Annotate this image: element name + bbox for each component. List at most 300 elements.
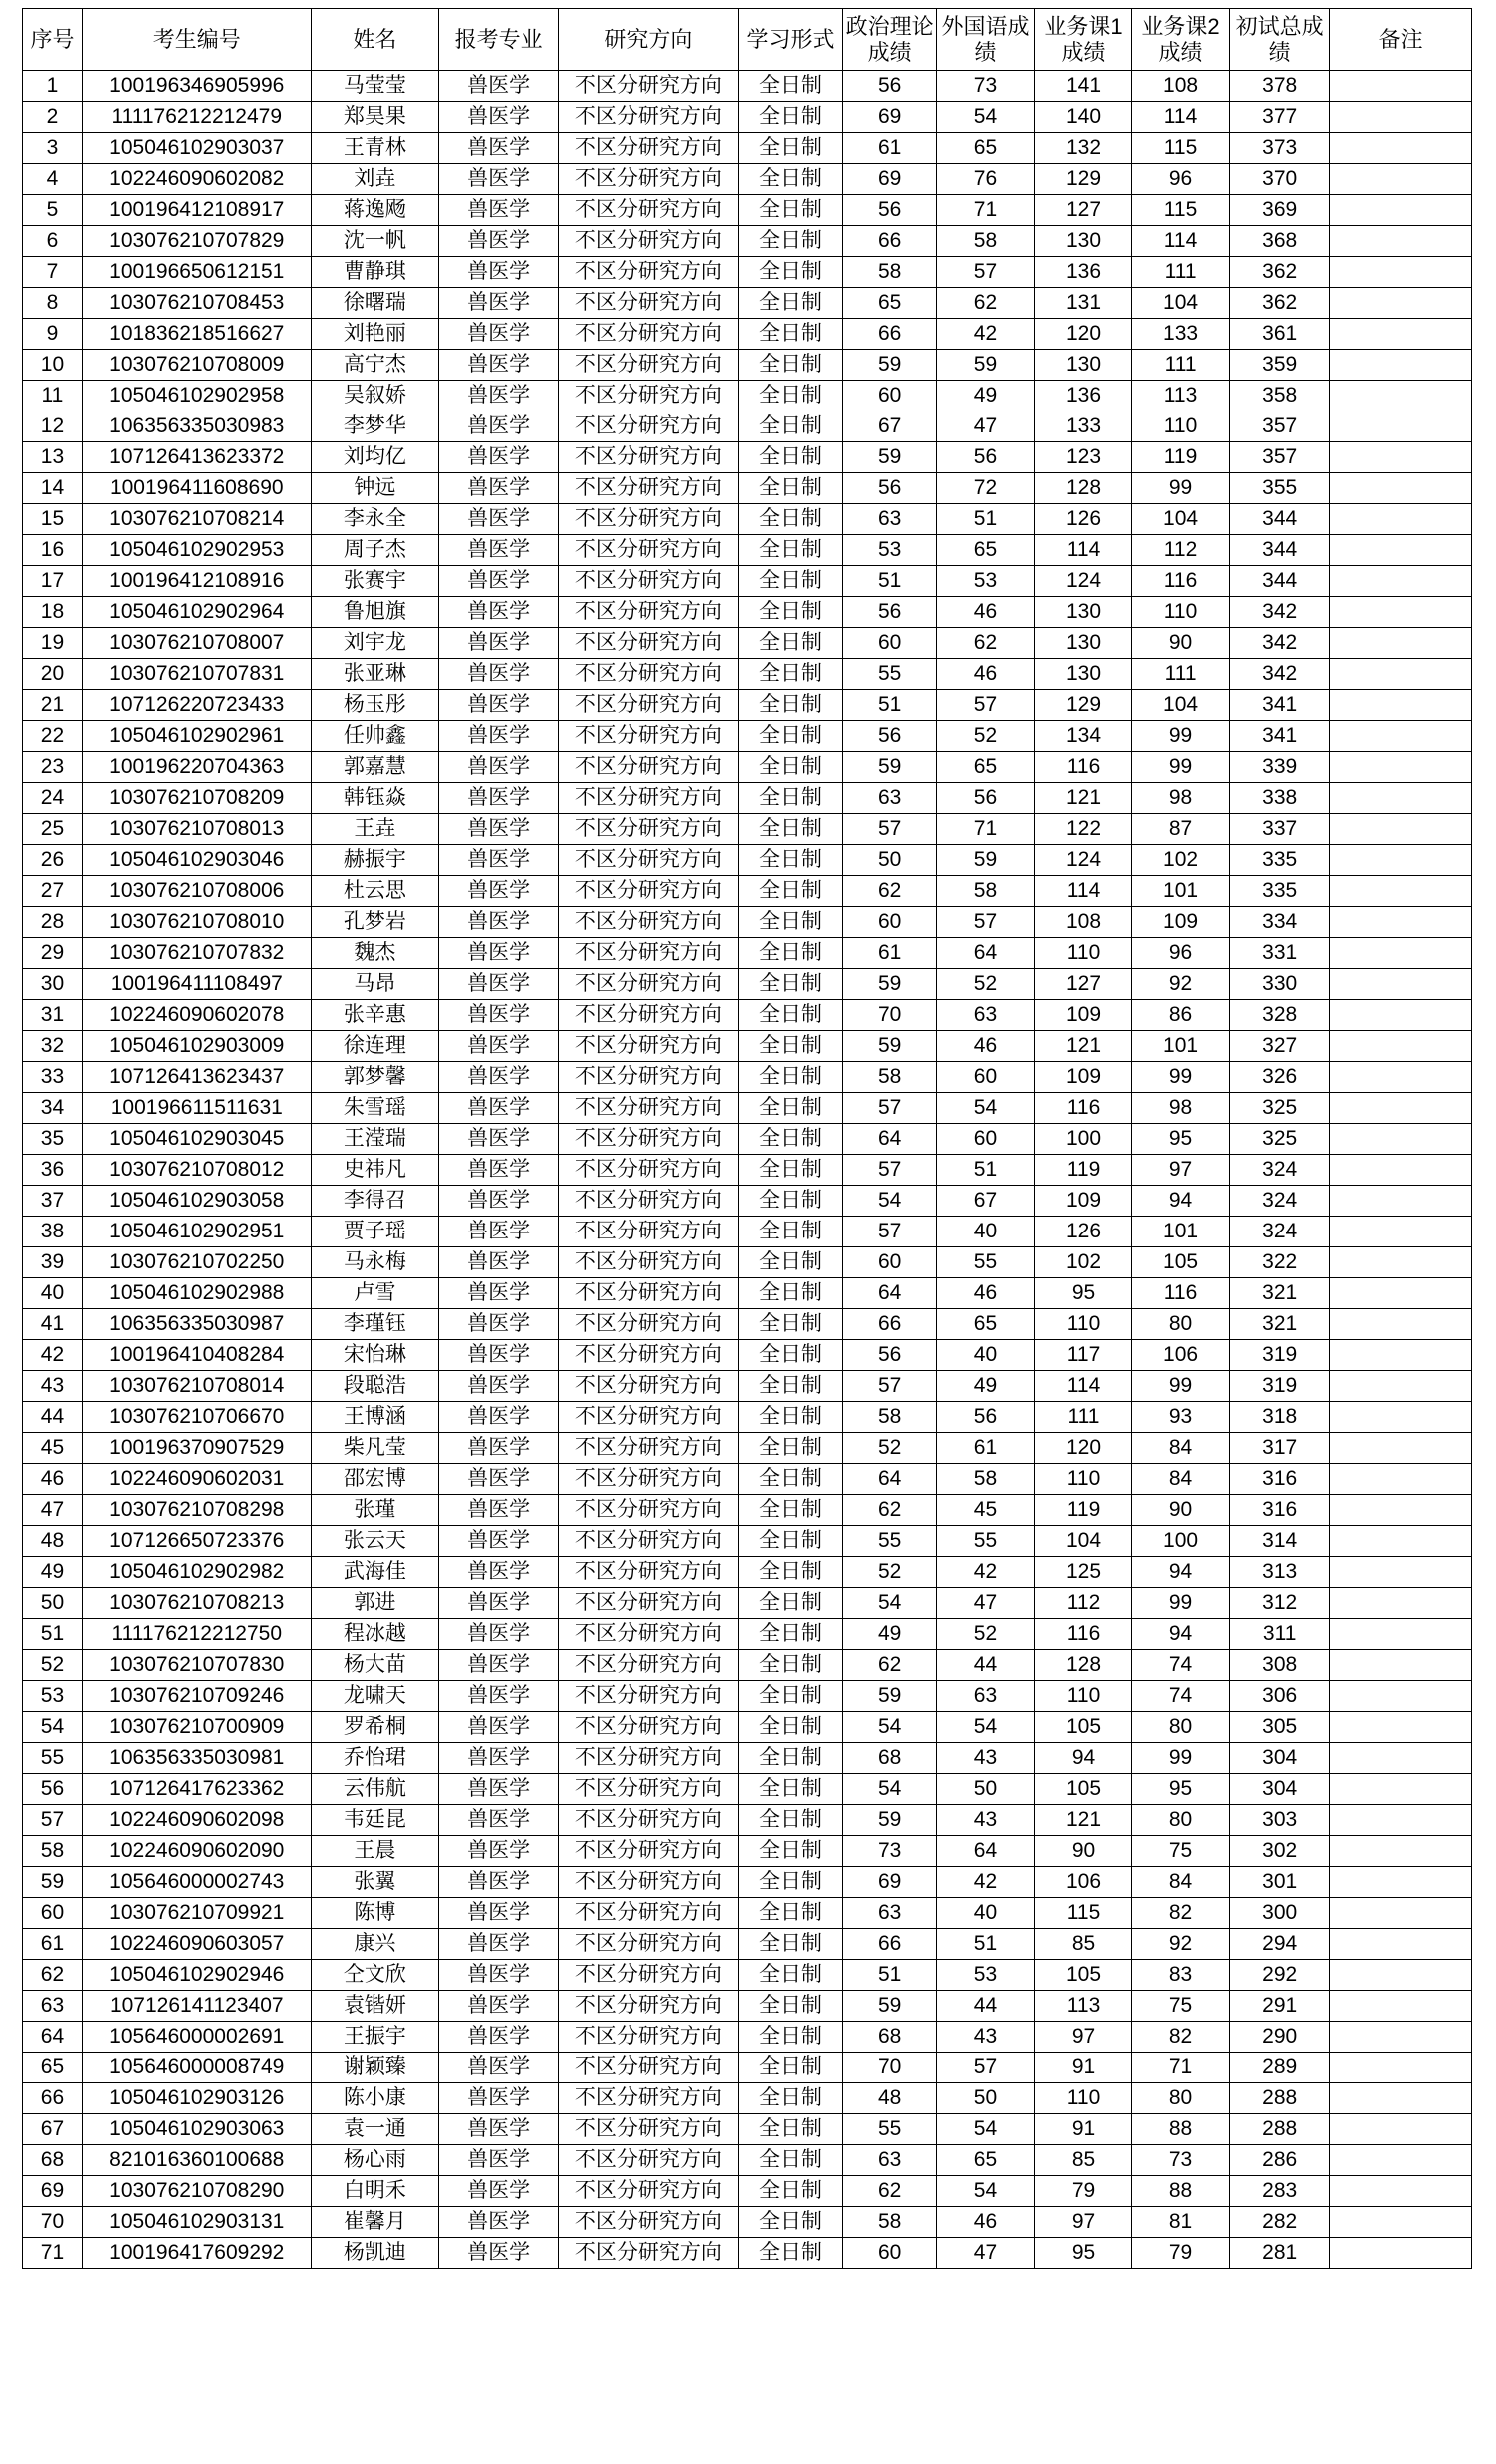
cell-politics-score: 56 — [843, 597, 937, 628]
cell-remark — [1330, 1031, 1472, 1062]
cell-name: 张辛惠 — [311, 1000, 439, 1031]
cell-name: 曹静琪 — [311, 257, 439, 288]
cell-index: 26 — [23, 845, 83, 876]
column-header-foreign-language-score: 外国语成绩 — [936, 9, 1034, 71]
table-row — [23, 381, 1472, 411]
cell-major: 兽医学 — [439, 1309, 559, 1340]
cell-study-mode: 全日制 — [738, 381, 843, 411]
table-row — [23, 845, 1472, 876]
cell-subject2-score: 110 — [1132, 597, 1230, 628]
cell-politics-score: 64 — [843, 1278, 937, 1309]
cell-study-mode: 全日制 — [738, 2176, 843, 2207]
cell-subject2-score: 95 — [1132, 1774, 1230, 1805]
cell-politics-score: 66 — [843, 1309, 937, 1340]
cell-major: 兽医学 — [439, 257, 559, 288]
cell-research-direction: 不区分研究方向 — [559, 1062, 739, 1093]
cell-candidate-number: 100196370907529 — [82, 1433, 311, 1464]
cell-research-direction: 不区分研究方向 — [559, 1619, 739, 1650]
cell-major: 兽医学 — [439, 721, 559, 752]
cell-candidate-number: 100196411108497 — [82, 969, 311, 1000]
cell-foreign-language-score: 58 — [936, 876, 1034, 907]
cell-foreign-language-score: 54 — [936, 2114, 1034, 2145]
table-row — [23, 1588, 1472, 1619]
cell-candidate-number: 103076210708014 — [82, 1371, 311, 1402]
table-row — [23, 71, 1472, 102]
table-row — [23, 628, 1472, 659]
cell-foreign-language-score: 56 — [936, 442, 1034, 473]
cell-subject2-score: 114 — [1132, 226, 1230, 257]
cell-politics-score: 60 — [843, 628, 937, 659]
cell-subject2-score: 86 — [1132, 1000, 1230, 1031]
cell-candidate-number: 111176212212479 — [82, 102, 311, 133]
cell-major: 兽医学 — [439, 907, 559, 938]
cell-major: 兽医学 — [439, 1031, 559, 1062]
cell-total-score: 344 — [1230, 504, 1330, 535]
table-row — [23, 164, 1472, 195]
cell-remark — [1330, 2238, 1472, 2269]
cell-name: 孔梦岩 — [311, 907, 439, 938]
cell-subject2-score: 116 — [1132, 566, 1230, 597]
cell-study-mode: 全日制 — [738, 1867, 843, 1898]
cell-name: 徐曙瑞 — [311, 288, 439, 319]
cell-name: 袁锴妍 — [311, 1991, 439, 2022]
cell-foreign-language-score: 44 — [936, 1991, 1034, 2022]
cell-major: 兽医学 — [439, 1867, 559, 1898]
column-header-remark: 备注 — [1330, 9, 1472, 71]
cell-foreign-language-score: 72 — [936, 473, 1034, 504]
exam-score-table — [22, 8, 1472, 2269]
cell-name: 郑昊果 — [311, 102, 439, 133]
table-row — [23, 473, 1472, 504]
cell-politics-score: 53 — [843, 535, 937, 566]
cell-subject1-score: 140 — [1035, 102, 1132, 133]
cell-total-score: 312 — [1230, 1588, 1330, 1619]
cell-index: 45 — [23, 1433, 83, 1464]
cell-major: 兽医学 — [439, 1495, 559, 1526]
cell-name: 张瑾 — [311, 1495, 439, 1526]
cell-subject2-score: 96 — [1132, 938, 1230, 969]
table-row — [23, 257, 1472, 288]
cell-index: 61 — [23, 1929, 83, 1960]
cell-politics-score: 48 — [843, 2083, 937, 2114]
cell-remark — [1330, 1650, 1472, 1681]
cell-research-direction: 不区分研究方向 — [559, 504, 739, 535]
cell-study-mode: 全日制 — [738, 1433, 843, 1464]
cell-foreign-language-score: 55 — [936, 1526, 1034, 1557]
cell-foreign-language-score: 46 — [936, 1031, 1034, 1062]
cell-study-mode: 全日制 — [738, 319, 843, 350]
cell-politics-score: 62 — [843, 876, 937, 907]
cell-research-direction: 不区分研究方向 — [559, 1402, 739, 1433]
cell-subject1-score: 110 — [1035, 2083, 1132, 2114]
cell-name: 刘均亿 — [311, 442, 439, 473]
cell-research-direction: 不区分研究方向 — [559, 1557, 739, 1588]
cell-remark — [1330, 319, 1472, 350]
cell-name: 邵宏博 — [311, 1464, 439, 1495]
cell-politics-score: 58 — [843, 1402, 937, 1433]
table-row — [23, 319, 1472, 350]
cell-name: 杜云思 — [311, 876, 439, 907]
cell-candidate-number: 100196411608690 — [82, 473, 311, 504]
cell-remark — [1330, 2022, 1472, 2053]
cell-subject2-score: 84 — [1132, 1464, 1230, 1495]
cell-subject1-score: 127 — [1035, 969, 1132, 1000]
cell-subject2-score: 80 — [1132, 1712, 1230, 1743]
cell-remark — [1330, 1867, 1472, 1898]
cell-total-score: 321 — [1230, 1309, 1330, 1340]
cell-foreign-language-score: 59 — [936, 845, 1034, 876]
cell-subject2-score: 80 — [1132, 1805, 1230, 1836]
cell-total-score: 306 — [1230, 1681, 1330, 1712]
table-row — [23, 659, 1472, 690]
cell-politics-score: 62 — [843, 1650, 937, 1681]
cell-name: 杨玉彤 — [311, 690, 439, 721]
cell-remark — [1330, 1340, 1472, 1371]
cell-name: 王滢瑞 — [311, 1124, 439, 1155]
cell-research-direction: 不区分研究方向 — [559, 845, 739, 876]
cell-candidate-number: 103076210708013 — [82, 814, 311, 845]
cell-name: 陈博 — [311, 1898, 439, 1929]
cell-subject2-score: 74 — [1132, 1650, 1230, 1681]
cell-subject2-score: 98 — [1132, 1093, 1230, 1124]
cell-subject1-score: 128 — [1035, 1650, 1132, 1681]
cell-index: 20 — [23, 659, 83, 690]
cell-foreign-language-score: 42 — [936, 1557, 1034, 1588]
cell-candidate-number: 103076210709921 — [82, 1898, 311, 1929]
cell-subject1-score: 126 — [1035, 504, 1132, 535]
cell-subject2-score: 111 — [1132, 257, 1230, 288]
cell-remark — [1330, 473, 1472, 504]
cell-index: 49 — [23, 1557, 83, 1588]
cell-politics-score: 54 — [843, 1186, 937, 1217]
cell-name: 李得召 — [311, 1186, 439, 1217]
cell-name: 卢雪 — [311, 1278, 439, 1309]
cell-politics-score: 58 — [843, 1062, 937, 1093]
cell-subject1-score: 97 — [1035, 2022, 1132, 2053]
cell-candidate-number: 101836218516627 — [82, 319, 311, 350]
cell-name: 任帅鑫 — [311, 721, 439, 752]
cell-foreign-language-score: 47 — [936, 2238, 1034, 2269]
cell-remark — [1330, 876, 1472, 907]
cell-foreign-language-score: 47 — [936, 1588, 1034, 1619]
cell-subject1-score: 79 — [1035, 2176, 1132, 2207]
cell-major: 兽医学 — [439, 690, 559, 721]
cell-politics-score: 68 — [843, 1743, 937, 1774]
cell-major: 兽医学 — [439, 752, 559, 783]
cell-remark — [1330, 1805, 1472, 1836]
cell-candidate-number: 103076210708290 — [82, 2176, 311, 2207]
cell-research-direction: 不区分研究方向 — [559, 814, 739, 845]
cell-major: 兽医学 — [439, 1186, 559, 1217]
cell-research-direction: 不区分研究方向 — [559, 2145, 739, 2176]
cell-candidate-number: 100196417609292 — [82, 2238, 311, 2269]
cell-research-direction: 不区分研究方向 — [559, 102, 739, 133]
cell-study-mode: 全日制 — [738, 1217, 843, 1247]
cell-candidate-number: 103076210708010 — [82, 907, 311, 938]
cell-subject1-score: 104 — [1035, 1526, 1132, 1557]
cell-candidate-number: 100196412108916 — [82, 566, 311, 597]
cell-candidate-number: 103076210707829 — [82, 226, 311, 257]
cell-subject1-score: 123 — [1035, 442, 1132, 473]
cell-politics-score: 69 — [843, 1867, 937, 1898]
cell-politics-score: 52 — [843, 1557, 937, 1588]
cell-candidate-number: 103076210708009 — [82, 350, 311, 381]
cell-foreign-language-score: 65 — [936, 535, 1034, 566]
cell-candidate-number: 105646000008749 — [82, 2053, 311, 2083]
table-row — [23, 1495, 1472, 1526]
cell-index: 69 — [23, 2176, 83, 2207]
cell-total-score: 301 — [1230, 1867, 1330, 1898]
cell-name: 杨大苗 — [311, 1650, 439, 1681]
cell-research-direction: 不区分研究方向 — [559, 907, 739, 938]
cell-subject1-score: 109 — [1035, 1062, 1132, 1093]
cell-major: 兽医学 — [439, 442, 559, 473]
cell-index: 30 — [23, 969, 83, 1000]
cell-research-direction: 不区分研究方向 — [559, 1217, 739, 1247]
cell-total-score: 335 — [1230, 845, 1330, 876]
cell-study-mode: 全日制 — [738, 2145, 843, 2176]
cell-candidate-number: 100196346905996 — [82, 71, 311, 102]
cell-major: 兽医学 — [439, 1217, 559, 1247]
cell-politics-score: 60 — [843, 2238, 937, 2269]
cell-total-score: 370 — [1230, 164, 1330, 195]
cell-politics-score: 66 — [843, 1929, 937, 1960]
cell-research-direction: 不区分研究方向 — [559, 783, 739, 814]
cell-subject2-score: 98 — [1132, 783, 1230, 814]
cell-foreign-language-score: 46 — [936, 2207, 1034, 2238]
cell-politics-score: 59 — [843, 1991, 937, 2022]
cell-subject1-score: 130 — [1035, 350, 1132, 381]
cell-politics-score: 63 — [843, 504, 937, 535]
cell-major: 兽医学 — [439, 226, 559, 257]
cell-index: 53 — [23, 1681, 83, 1712]
cell-politics-score: 73 — [843, 1836, 937, 1867]
cell-subject1-score: 102 — [1035, 1247, 1132, 1278]
cell-research-direction: 不区分研究方向 — [559, 1278, 739, 1309]
cell-remark — [1330, 1155, 1472, 1186]
cell-name: 魏杰 — [311, 938, 439, 969]
cell-name: 杨凯迪 — [311, 2238, 439, 2269]
cell-major: 兽医学 — [439, 1588, 559, 1619]
cell-name: 郭进 — [311, 1588, 439, 1619]
cell-index: 60 — [23, 1898, 83, 1929]
cell-foreign-language-score: 55 — [936, 1247, 1034, 1278]
cell-politics-score: 60 — [843, 907, 937, 938]
cell-total-score: 300 — [1230, 1898, 1330, 1929]
cell-study-mode: 全日制 — [738, 1526, 843, 1557]
cell-subject2-score: 88 — [1132, 2114, 1230, 2145]
cell-subject1-score: 119 — [1035, 1155, 1132, 1186]
cell-study-mode: 全日制 — [738, 1340, 843, 1371]
cell-index: 50 — [23, 1588, 83, 1619]
cell-study-mode: 全日制 — [738, 1774, 843, 1805]
cell-foreign-language-score: 67 — [936, 1186, 1034, 1217]
cell-candidate-number: 102246090602031 — [82, 1464, 311, 1495]
cell-index: 59 — [23, 1867, 83, 1898]
cell-candidate-number: 105646000002743 — [82, 1867, 311, 1898]
cell-total-score: 311 — [1230, 1619, 1330, 1650]
cell-index: 16 — [23, 535, 83, 566]
cell-name: 王青林 — [311, 133, 439, 164]
cell-candidate-number: 105046102902953 — [82, 535, 311, 566]
cell-foreign-language-score: 62 — [936, 628, 1034, 659]
cell-foreign-language-score: 40 — [936, 1217, 1034, 1247]
cell-index: 1 — [23, 71, 83, 102]
cell-name: 武海佳 — [311, 1557, 439, 1588]
cell-foreign-language-score: 52 — [936, 969, 1034, 1000]
cell-subject1-score: 105 — [1035, 1712, 1132, 1743]
cell-subject1-score: 112 — [1035, 1588, 1132, 1619]
table-row — [23, 907, 1472, 938]
cell-name: 仝文欣 — [311, 1960, 439, 1991]
table-row — [23, 1867, 1472, 1898]
cell-name: 沈一帆 — [311, 226, 439, 257]
cell-index: 46 — [23, 1464, 83, 1495]
cell-foreign-language-score: 52 — [936, 721, 1034, 752]
cell-major: 兽医学 — [439, 1836, 559, 1867]
cell-subject2-score: 84 — [1132, 1433, 1230, 1464]
cell-foreign-language-score: 71 — [936, 814, 1034, 845]
cell-study-mode: 全日制 — [738, 257, 843, 288]
cell-subject2-score: 111 — [1132, 350, 1230, 381]
column-header-major: 报考专业 — [439, 9, 559, 71]
cell-subject2-score: 104 — [1132, 504, 1230, 535]
cell-politics-score: 61 — [843, 133, 937, 164]
cell-subject1-score: 129 — [1035, 164, 1132, 195]
cell-major: 兽医学 — [439, 1371, 559, 1402]
cell-subject2-score: 94 — [1132, 1186, 1230, 1217]
cell-name: 张云天 — [311, 1526, 439, 1557]
table-row — [23, 195, 1472, 226]
cell-name: 刘垚 — [311, 164, 439, 195]
cell-total-score: 359 — [1230, 350, 1330, 381]
cell-major: 兽医学 — [439, 1402, 559, 1433]
cell-candidate-number: 106356335030981 — [82, 1743, 311, 1774]
cell-total-score: 334 — [1230, 907, 1330, 938]
cell-study-mode: 全日制 — [738, 1124, 843, 1155]
cell-foreign-language-score: 73 — [936, 71, 1034, 102]
cell-research-direction: 不区分研究方向 — [559, 597, 739, 628]
cell-candidate-number: 103076210709246 — [82, 1681, 311, 1712]
cell-subject2-score: 116 — [1132, 1278, 1230, 1309]
cell-index: 7 — [23, 257, 83, 288]
cell-subject1-score: 116 — [1035, 752, 1132, 783]
cell-major: 兽医学 — [439, 2053, 559, 2083]
cell-research-direction: 不区分研究方向 — [559, 1000, 739, 1031]
cell-study-mode: 全日制 — [738, 1371, 843, 1402]
cell-major: 兽医学 — [439, 597, 559, 628]
table-row — [23, 1186, 1472, 1217]
cell-index: 32 — [23, 1031, 83, 1062]
cell-subject1-score: 85 — [1035, 1929, 1132, 1960]
cell-candidate-number: 105046102903009 — [82, 1031, 311, 1062]
cell-name: 吴叙娇 — [311, 381, 439, 411]
cell-politics-score: 49 — [843, 1619, 937, 1650]
cell-candidate-number: 105646000002691 — [82, 2022, 311, 2053]
cell-total-score: 282 — [1230, 2207, 1330, 2238]
cell-research-direction: 不区分研究方向 — [559, 1093, 739, 1124]
cell-research-direction: 不区分研究方向 — [559, 1805, 739, 1836]
cell-major: 兽医学 — [439, 1340, 559, 1371]
cell-study-mode: 全日制 — [738, 1464, 843, 1495]
cell-major: 兽医学 — [439, 1155, 559, 1186]
cell-subject1-score: 130 — [1035, 226, 1132, 257]
cell-foreign-language-score: 60 — [936, 1124, 1034, 1155]
cell-index: 55 — [23, 1743, 83, 1774]
cell-index: 52 — [23, 1650, 83, 1681]
cell-foreign-language-score: 56 — [936, 1402, 1034, 1433]
cell-major: 兽医学 — [439, 1898, 559, 1929]
cell-major: 兽医学 — [439, 1464, 559, 1495]
cell-research-direction: 不区分研究方向 — [559, 133, 739, 164]
cell-name: 柴凡莹 — [311, 1433, 439, 1464]
cell-remark — [1330, 907, 1472, 938]
cell-index: 17 — [23, 566, 83, 597]
cell-remark — [1330, 1712, 1472, 1743]
cell-candidate-number: 103076210706670 — [82, 1402, 311, 1433]
cell-candidate-number: 100196220704363 — [82, 752, 311, 783]
cell-major: 兽医学 — [439, 535, 559, 566]
cell-index: 24 — [23, 783, 83, 814]
cell-name: 龙啸天 — [311, 1681, 439, 1712]
cell-major: 兽医学 — [439, 1247, 559, 1278]
cell-study-mode: 全日制 — [738, 1000, 843, 1031]
cell-major: 兽医学 — [439, 1960, 559, 1991]
cell-major: 兽医学 — [439, 938, 559, 969]
table-row — [23, 2114, 1472, 2145]
cell-index: 14 — [23, 473, 83, 504]
cell-index: 29 — [23, 938, 83, 969]
table-row — [23, 1309, 1472, 1340]
cell-candidate-number: 103076210702250 — [82, 1247, 311, 1278]
cell-name: 宋怡琳 — [311, 1340, 439, 1371]
cell-candidate-number: 103076210708012 — [82, 1155, 311, 1186]
cell-research-direction: 不区分研究方向 — [559, 257, 739, 288]
cell-foreign-language-score: 46 — [936, 597, 1034, 628]
cell-major: 兽医学 — [439, 566, 559, 597]
cell-study-mode: 全日制 — [738, 226, 843, 257]
cell-subject2-score: 96 — [1132, 164, 1230, 195]
cell-politics-score: 69 — [843, 164, 937, 195]
cell-subject1-score: 114 — [1035, 876, 1132, 907]
table-row — [23, 1681, 1472, 1712]
cell-total-score: 335 — [1230, 876, 1330, 907]
cell-remark — [1330, 164, 1472, 195]
cell-research-direction: 不区分研究方向 — [559, 1247, 739, 1278]
cell-index: 35 — [23, 1124, 83, 1155]
cell-research-direction: 不区分研究方向 — [559, 566, 739, 597]
cell-study-mode: 全日制 — [738, 721, 843, 752]
cell-total-score: 357 — [1230, 442, 1330, 473]
cell-total-score: 327 — [1230, 1031, 1330, 1062]
cell-study-mode: 全日制 — [738, 1557, 843, 1588]
cell-index: 54 — [23, 1712, 83, 1743]
cell-research-direction: 不区分研究方向 — [559, 2207, 739, 2238]
cell-candidate-number: 103076210707831 — [82, 659, 311, 690]
cell-research-direction: 不区分研究方向 — [559, 2083, 739, 2114]
cell-subject2-score: 104 — [1132, 690, 1230, 721]
cell-politics-score: 65 — [843, 288, 937, 319]
cell-total-score: 357 — [1230, 411, 1330, 442]
cell-research-direction: 不区分研究方向 — [559, 411, 739, 442]
cell-politics-score: 56 — [843, 71, 937, 102]
cell-subject2-score: 102 — [1132, 845, 1230, 876]
cell-remark — [1330, 938, 1472, 969]
cell-candidate-number: 107126413623372 — [82, 442, 311, 473]
cell-remark — [1330, 814, 1472, 845]
cell-candidate-number: 105046102903045 — [82, 1124, 311, 1155]
cell-candidate-number: 103076210700909 — [82, 1712, 311, 1743]
